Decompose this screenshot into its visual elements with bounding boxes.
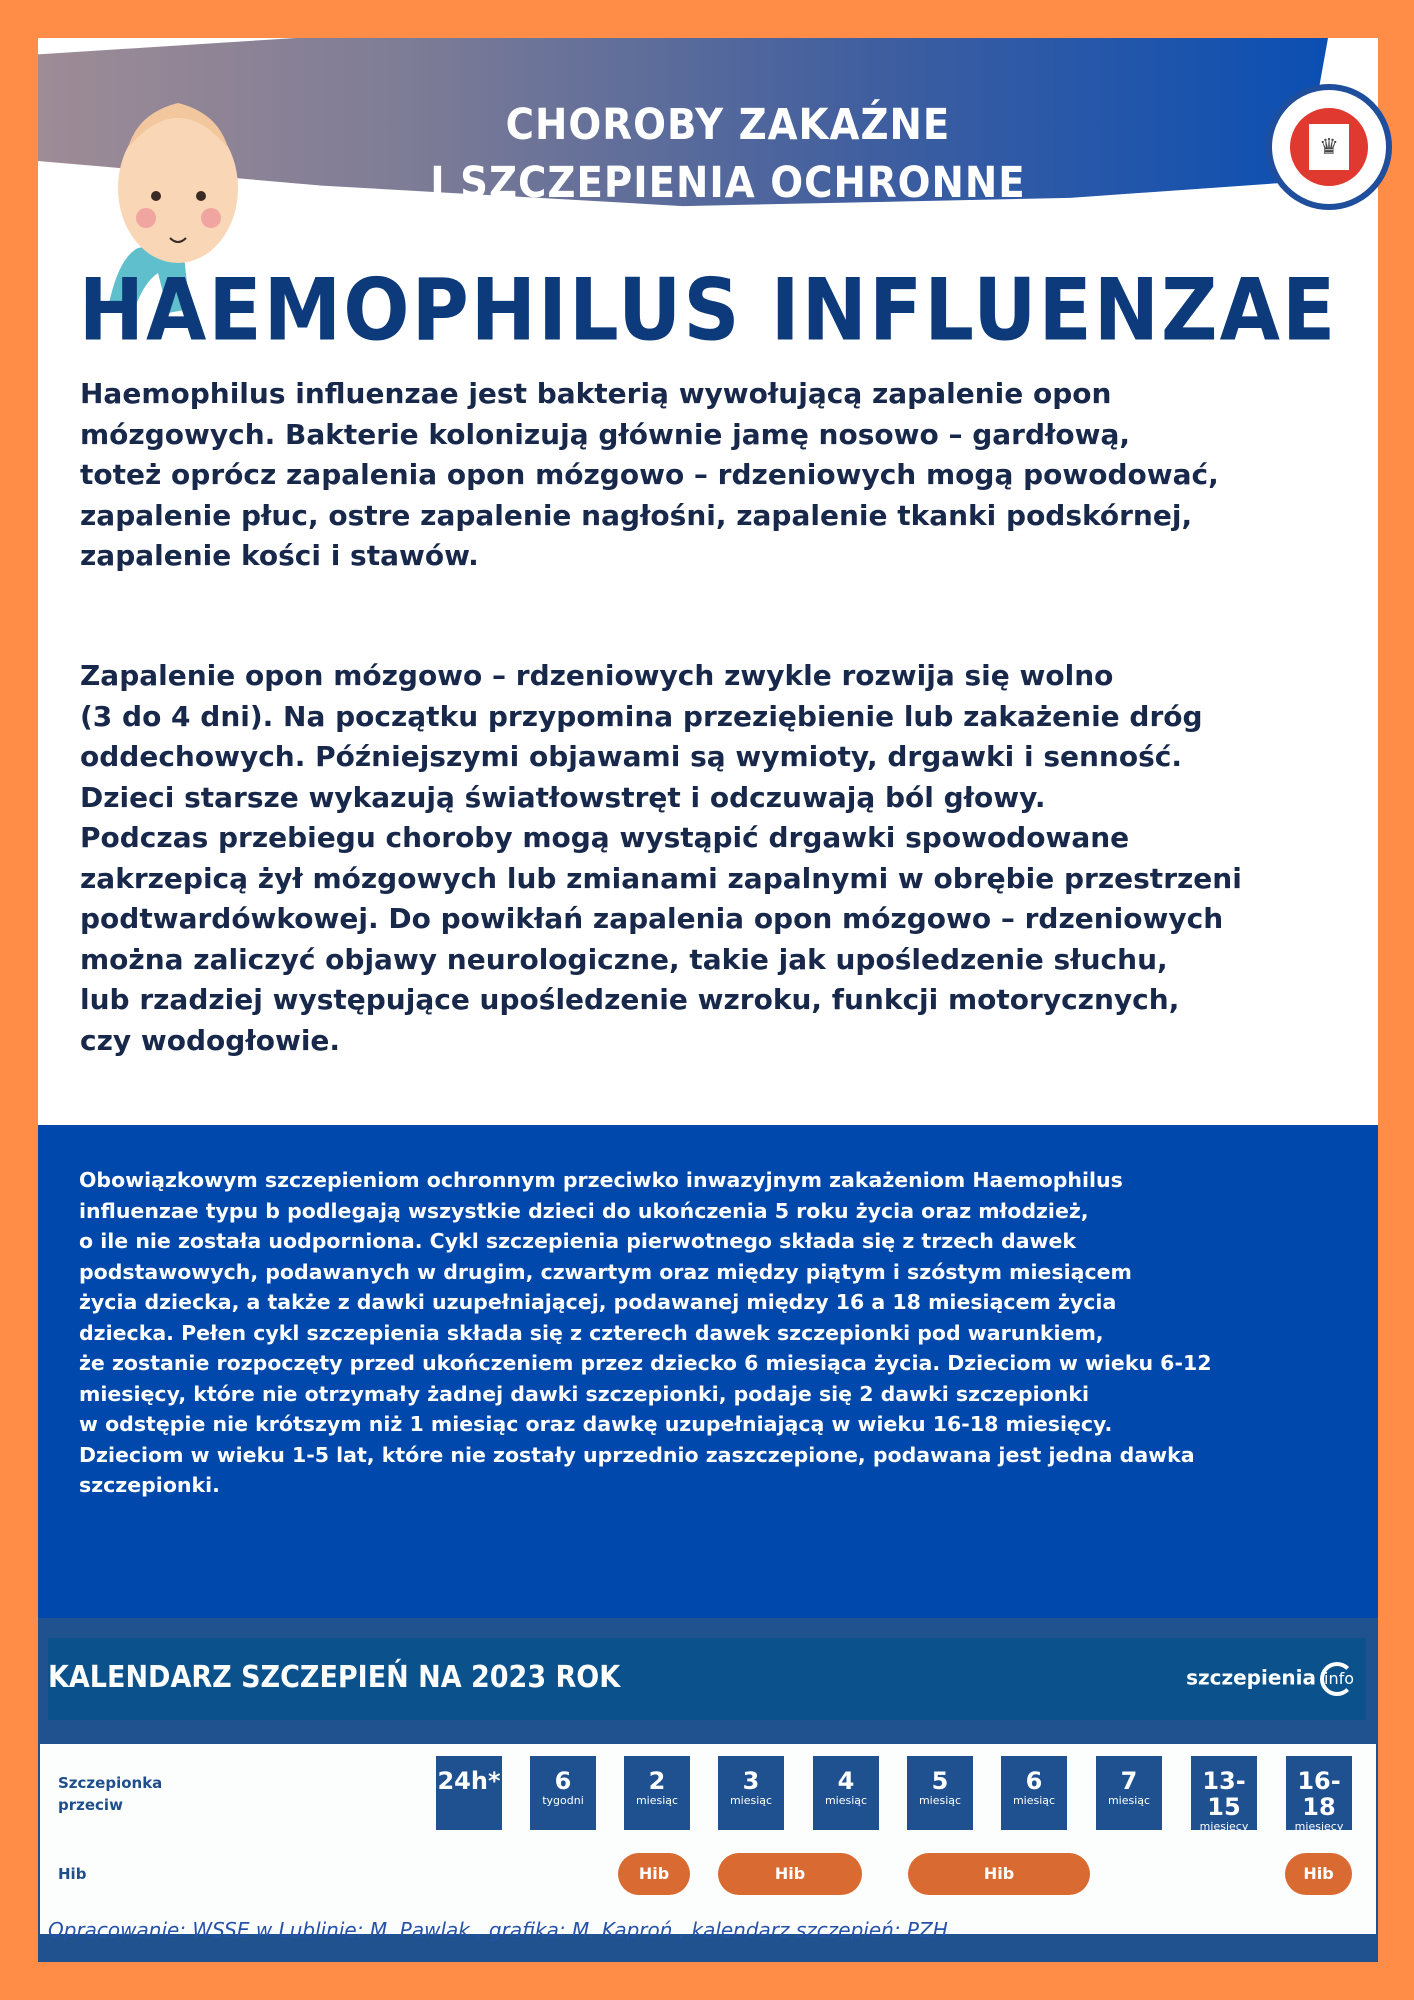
age-column-header <box>1096 1756 1162 1830</box>
text-line: miesięcy, które nie otrzymały żadnej dawki szczepionki, podaje się 2 dawki szczepionki <box>79 1381 1090 1406</box>
header-title-line: CHOROBY ZAKAŹNE <box>505 100 951 150</box>
text-line: dziecka. Pełen cykl szczepienia składa się z czterech dawek szczepionki pod warunkiem, <box>79 1320 1104 1345</box>
age-value: 24h* <box>437 1767 501 1795</box>
text-line: podtwardówkowej. Do powikłań zapalenia opon mózgowo – rdzeniowych <box>80 902 1224 935</box>
symptoms-paragraph <box>80 656 1242 1061</box>
dose-pill: Hib <box>1285 1853 1352 1895</box>
text-line: toteż oprócz zapalenia opon mózgowo – rdzeniowych mogą powodować, <box>80 458 1219 491</box>
vaccine-label: Hib <box>58 1865 87 1883</box>
dose-pill: Hib <box>618 1853 690 1895</box>
age-column-header <box>1001 1756 1067 1830</box>
szczepienia-info-logo <box>1186 1662 1354 1696</box>
age-unit: miesiąc <box>824 1794 868 1807</box>
age-unit: miesiąc <box>1107 1794 1151 1807</box>
text-line: Dzieciom w wieku 1-5 lat, które nie zostały uprzednio zaszczepione, podawana jest jedna dawka <box>79 1442 1195 1467</box>
text-line: lub rzadziej występujące upośledzenie wzroku, funkcji motorycznych, <box>80 983 1180 1016</box>
text-line: że zostanie rozpoczęty przed ukończeniem przez dziecko 6 miesiąca życia. Dzieciom w wieku 6-12 <box>79 1351 1212 1375</box>
age-column-header <box>1191 1756 1257 1833</box>
text-line: życia dziecka, a także z dawki uzupełniającej, podawanej między 16 a 18 miesiącem życia <box>79 1290 1117 1314</box>
age-unit: miesięcy <box>1294 1820 1344 1833</box>
age-column-header <box>624 1756 690 1830</box>
row-header <box>58 1772 162 1816</box>
dose-pill: Hib <box>718 1853 862 1895</box>
inspection-logo <box>1266 84 1392 210</box>
age-unit: miesiąc <box>1012 1794 1056 1807</box>
text-line: w odstępie nie krótszym niż 1 miesiąc oraz dawkę uzupełniającą w wieku 16-18 miesięcy. <box>79 1412 1113 1436</box>
text-line: o ile nie została uodporniona. Cykl szczepienia pierwotnego składa się z trzech dawek <box>79 1229 1077 1253</box>
age-column-header <box>718 1756 784 1830</box>
text-line: zakrzepicą żył mózgowych lub zmianami zapalnymi w obrębie przestrzeni <box>80 861 1242 895</box>
text-line: Podczas przebiegu choroby mogą wystąpić drgawki spowodowane <box>80 821 1130 854</box>
text-line: (3 do 4 dni). Na początku przypomina przeziębienie lub zakażenie dróg <box>80 699 1203 733</box>
text-line: Dzieci starsze wykazują światłowstręt i odczuwają ból głowy. <box>80 780 1046 814</box>
main-title: HAEMOPHILUS INFLUENZAE <box>78 261 1338 361</box>
text-line: oddechowych. Późniejszymi objawami są wymioty, drgawki i senność. <box>80 740 1182 773</box>
age-value: 3 <box>742 1767 760 1795</box>
age-value: 2 <box>648 1767 666 1795</box>
eagle-emblem-icon: ♛ <box>1309 124 1349 170</box>
text-line: zapalenie kości i stawów. <box>80 539 479 572</box>
vaccination-calendar <box>38 1618 1378 1962</box>
age-unit: tygodni <box>542 1794 584 1807</box>
text-line: Zapalenie opon mózgowo – rdzeniowych zwykle rozwija się wolno <box>80 659 1114 692</box>
text-line: podstawowych, podawanych w drugim, czwartym oraz między piątym i szóstym miesiącem <box>79 1259 1132 1284</box>
dose-pill: Hib <box>908 1853 1090 1895</box>
age-column-header <box>1286 1756 1352 1833</box>
text-line: Haemophilus influenzae jest bakterią wywołującą zapalenie opon <box>80 377 1112 410</box>
age-value: 6 <box>554 1767 572 1795</box>
poster <box>38 38 1378 1962</box>
age-column-header <box>530 1756 596 1830</box>
age-value: 5 <box>931 1767 949 1795</box>
age-unit: miesiąc <box>635 1794 679 1807</box>
vaccination-info-box <box>38 1125 1378 1618</box>
brand-text: szczepienia <box>1186 1665 1316 1690</box>
calendar-table <box>40 1744 1376 1934</box>
calendar-title: KALENDARZ SZCZEPIEŃ NA 2023 ROK <box>48 1660 621 1695</box>
age-value: 16-18 <box>1297 1767 1341 1821</box>
credits-footer: Opracowanie: WSSE w Lublinie: M. Pawlak , grafika: M. Kaproń , kalendarz szczepień: PZH <box>48 1918 948 1942</box>
age-unit: miesiąc <box>729 1794 773 1807</box>
age-unit: miesiąc <box>918 1794 962 1807</box>
text-line: influenzae typu b podlegają wszystkie dzieci do ukończenia 5 roku życia oraz młodzież, <box>79 1198 1089 1223</box>
intro-paragraph <box>80 374 1219 577</box>
age-column-header <box>813 1756 879 1830</box>
age-value: 6 <box>1025 1767 1043 1795</box>
age-value: 4 <box>837 1767 855 1795</box>
age-column-header <box>436 1756 502 1830</box>
text-line: zapalenie płuc, ostre zapalenie nagłośni, zapalenie tkanki podskórnej, <box>80 498 1193 532</box>
brand-ring-icon: info <box>1320 1662 1354 1696</box>
age-unit: miesięcy <box>1199 1820 1249 1833</box>
text-line: szczepionki. <box>79 1473 220 1497</box>
age-column-header <box>907 1756 973 1830</box>
age-value: 7 <box>1120 1767 1138 1795</box>
row-header-line: Szczepionka <box>58 1774 163 1792</box>
text-line: czy wodogłowie. <box>80 1023 341 1057</box>
row-header-line: przeciw <box>58 1796 123 1814</box>
header-title <box>338 96 1118 212</box>
calendar-header <box>48 1638 1366 1720</box>
header-title-line: I SZCZEPIENIA OCHRONNE <box>430 158 1026 208</box>
text-line: Obowiązkowym szczepieniom ochronnym przeciwko inwazyjnym zakażeniom Haemophilus <box>79 1168 1123 1192</box>
text-line: mózgowych. Bakterie kolonizują głównie jamę nosowo – gardłową, <box>80 417 1131 451</box>
age-value: 13-15 <box>1202 1767 1246 1821</box>
text-line: można zaliczyć objawy neurologiczne, takie jak upośledzenie słuchu, <box>80 942 1168 976</box>
